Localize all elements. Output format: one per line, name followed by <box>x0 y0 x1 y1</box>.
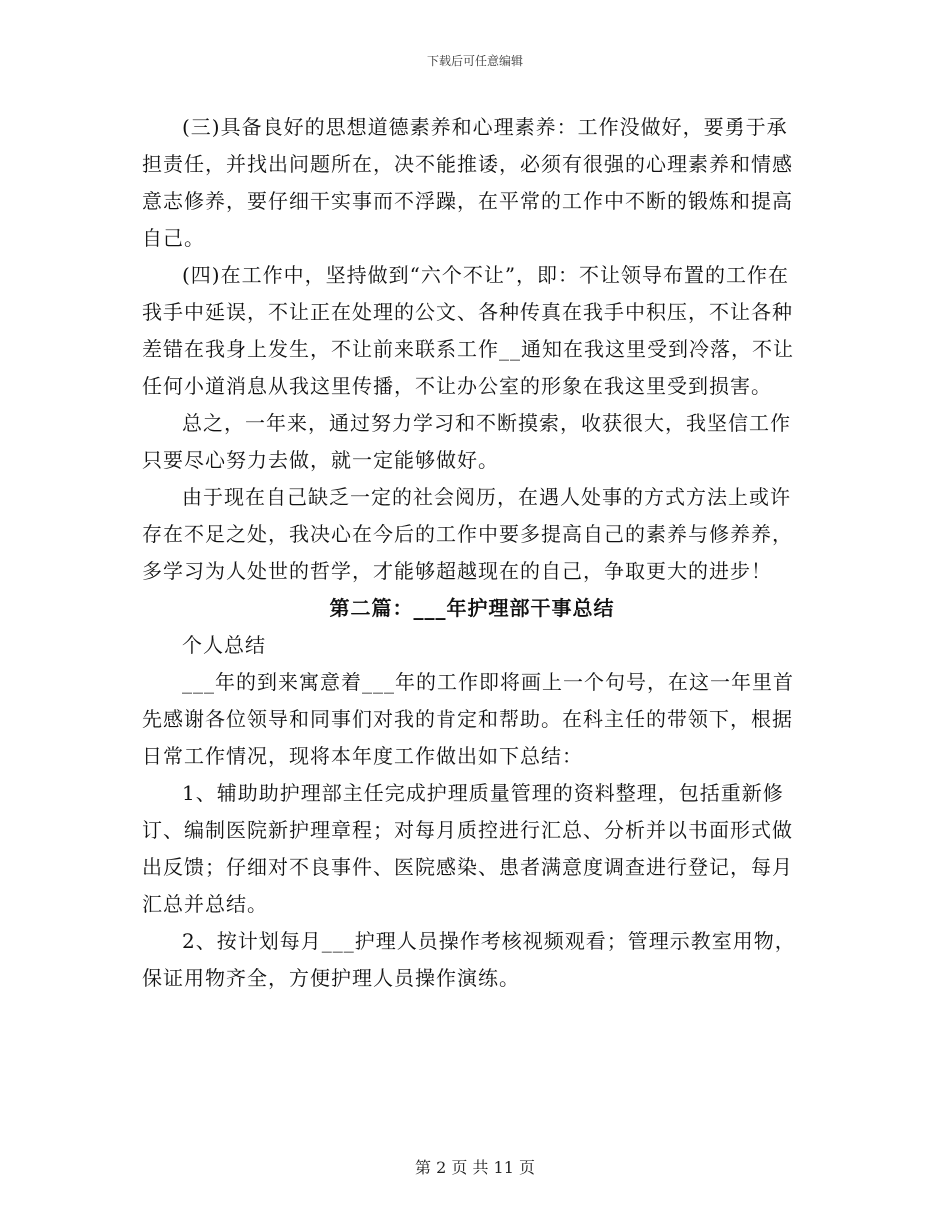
section-title: 第二篇：___年护理部干事总结 <box>329 596 615 620</box>
paragraph-2: (四)在工作中，坚持做到“六个不让”，即：不让领导布置的工作在我手中延误，不让正在处理的公文、各种传真在我手中积压，不让各种差错在我身上发生，不让前来联系工作__通知在我这里受到冷落，不让任何小道消息从我这里传播，不让办公室的形象在我这里受到损害。 <box>142 263 794 398</box>
paragraph-7: 1、辅助助护理部主任完成护理质量管理的资料整理，包括重新修订、编制医院新护理章程；对每月质控进行汇总、分析并以书面形式做出反馈；仔细对不良事件、医院感染、患者满意度调查进行登记，每月汇总并总结。 <box>142 781 793 916</box>
paragraph-3: 总之，一年来，通过努力学习和不断摸索，收获很大，我坚信工作只要尽心努力去做，就一定能够做好。 <box>142 411 791 472</box>
page-footer: 第 2 页 共 11 页 <box>415 1158 535 1177</box>
paragraph-1: (三)具备良好的思想道德素养和心理素养：工作没做好，要勇于承担责任，并找出问题所在，决不能推诿，必须有很强的心理素养和情感意志修养，要仔细干实事而不浮躁，在平常的工作中不断的锻炼和提高自己。 <box>142 115 793 250</box>
paragraph-6: ___年的到来寓意着___年的工作即将画上一个句号，在这一年里首先感谢各位领导和同事们对我的肯定和帮助。在科主任的带领下，根据日常工作情况，现将本年度工作做出如下总结： <box>142 670 794 768</box>
page-header: 下载后可任意编辑 <box>426 54 523 68</box>
document-body <box>142 109 802 997</box>
paragraph-5: 个人总结 <box>182 633 266 657</box>
paragraph-8: 2、按计划每月___护理人员操作考核视频观看；管理示教室用物，保证用物齐全，方便护理人员操作演练。 <box>142 929 796 990</box>
paragraph-4: 由于现在自己缺乏一定的社会阅历，在遇人处事的方式方法上或许存在不足之处，我决心在今后的工作中要多提高自己的素养与修养养，多学习为人处世的哲学，才能够超越现在的自己，争取更大的进步！ <box>142 485 793 583</box>
